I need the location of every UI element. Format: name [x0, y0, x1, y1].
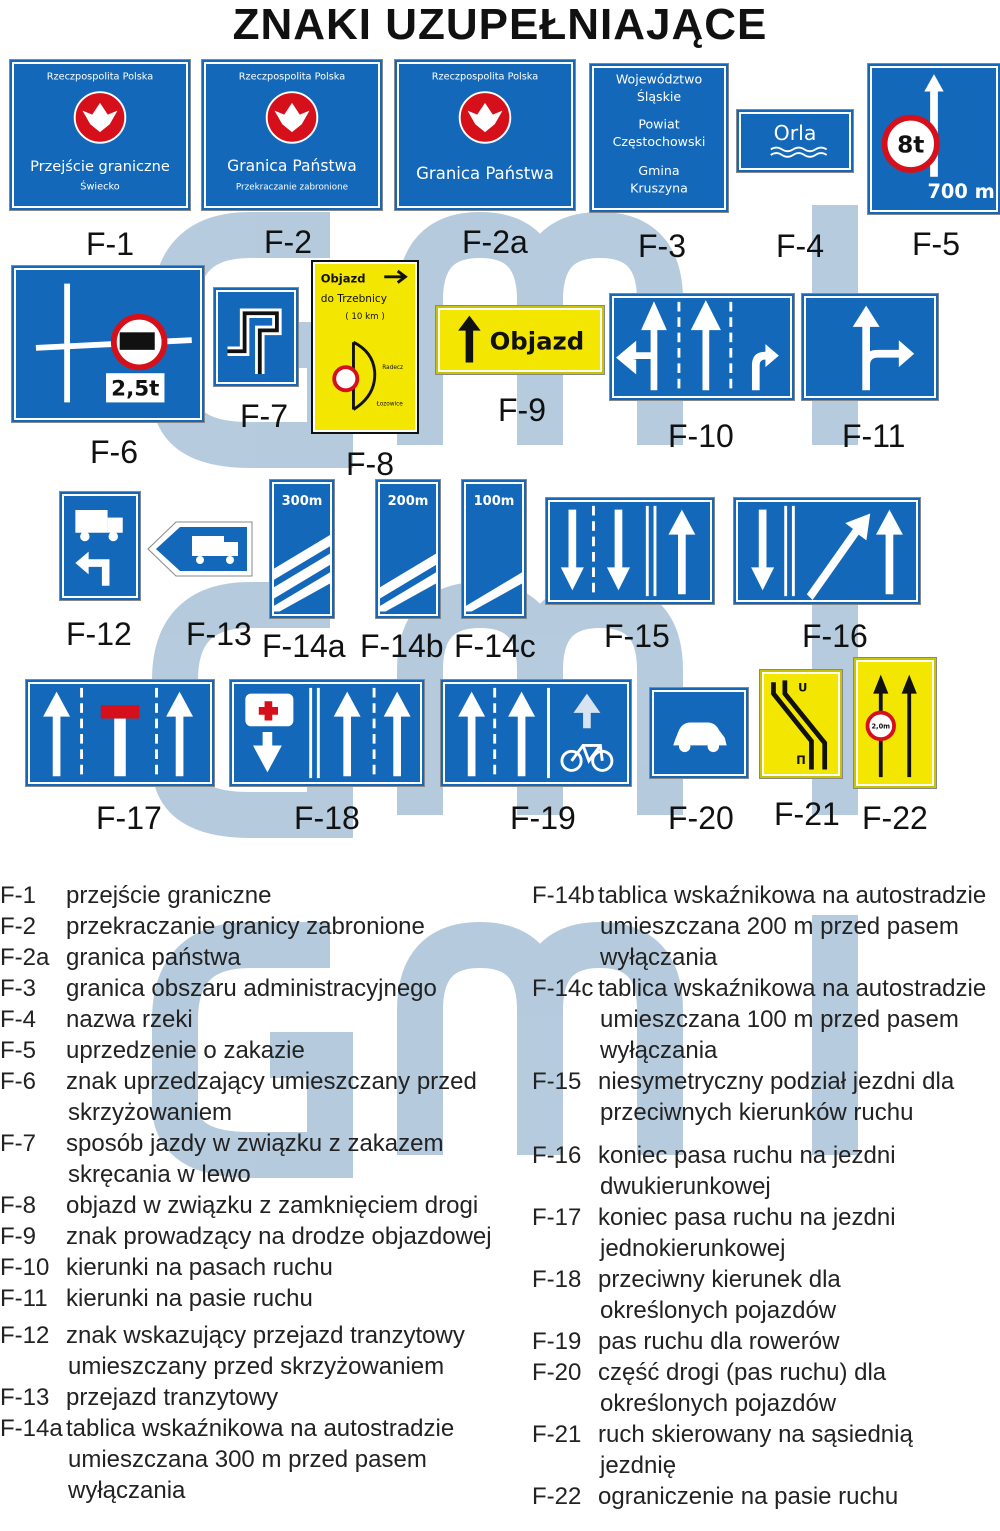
sign-f12 — [62, 494, 138, 598]
desc-item — [0, 1382, 500, 1413]
desc-cont: określonych pojazdów — [600, 1297, 837, 1324]
sign-f3-l2: Śląskie — [636, 89, 682, 105]
label-f2a: F-2a — [462, 224, 528, 260]
sign-f8-town1: Radecz — [382, 365, 404, 372]
label-f2: F-2 — [264, 224, 312, 260]
label-f22: F-22 — [862, 800, 928, 836]
desc-item — [0, 911, 500, 942]
desc-cont: skręcania w lewo — [68, 1161, 251, 1188]
label-f16: F-16 — [802, 618, 868, 654]
desc-text: tablica wskaźnikowa na autostradzie — [66, 1415, 455, 1442]
sign-f1-sub: Świecko — [80, 181, 120, 193]
sign-f4 — [739, 112, 851, 170]
desc-code: F-16 — [532, 1142, 582, 1169]
sign-f1-main: Przejście graniczne — [30, 157, 170, 175]
desc-text: część drogi (pas ruchu) dla — [598, 1359, 887, 1386]
page-title: ZNAKI UZUPEŁNIAJĄCE — [232, 0, 768, 49]
desc-cont: umieszczany przed skrzyżowaniem — [68, 1353, 445, 1380]
desc-code: F-2 — [0, 913, 36, 940]
label-f15: F-15 — [604, 618, 670, 654]
desc-item — [532, 1481, 992, 1512]
sign-f18 — [232, 682, 422, 784]
label-f8: F-8 — [346, 446, 394, 482]
sign-f8-l2: do Trzebnicy — [320, 292, 387, 305]
desc-item — [0, 1035, 500, 1066]
label-f3: F-3 — [638, 228, 686, 264]
sign-f1-top: Rzeczpospolita Polska — [46, 71, 154, 83]
desc-text: ruch skierowany na sąsiednią — [598, 1421, 913, 1448]
sign-f1 — [12, 62, 188, 208]
desc-item — [0, 1413, 500, 1506]
sign-f14c — [464, 482, 524, 616]
desc-cont: umieszczana 200 m przed pasem — [600, 913, 959, 940]
sign-f8-town2: Łozowice — [376, 401, 403, 408]
desc-item — [0, 1004, 500, 1035]
sign-f3-l3: Powiat — [638, 116, 680, 132]
desc-text: sposób jazdy w związku z zakazem — [66, 1130, 444, 1157]
desc-cont: jednokierunkowej — [600, 1235, 786, 1262]
desc-text: koniec pasa ruchu na jezdni — [598, 1204, 896, 1231]
desc-text: uprzedzenie o zakazie — [66, 1037, 305, 1064]
sign-f11 — [804, 296, 936, 398]
desc-code: F-4 — [0, 1006, 36, 1033]
desc-text: granica państwa — [66, 944, 241, 971]
desc-text: tablica wskaźnikowa na autostradzie — [598, 975, 987, 1002]
desc-code: F-14a — [0, 1415, 63, 1442]
sign-f13 — [146, 520, 254, 578]
desc-item — [0, 1128, 500, 1190]
desc-text: znak wskazujący przejazd tranzytowy — [66, 1322, 465, 1349]
sign-f15 — [548, 500, 712, 602]
desc-item — [532, 880, 992, 973]
desc-code: F-13 — [0, 1384, 50, 1411]
desc-text: znak prowadzący na drodze objazdowej — [66, 1223, 492, 1250]
desc-code: F-14c — [532, 975, 594, 1002]
sign-f21 — [762, 672, 840, 776]
desc-item — [0, 1066, 500, 1128]
desc-item — [0, 880, 500, 911]
desc-code: F-7 — [0, 1130, 36, 1157]
sign-f14b-dist: 200m — [387, 494, 429, 510]
sign-f19 — [443, 682, 629, 784]
desc-item — [0, 1320, 500, 1382]
desc-cont: jezdnię — [600, 1452, 677, 1479]
sign-f2-top: Rzeczpospolita Polska — [238, 71, 346, 83]
sign-f8 — [313, 262, 417, 432]
sign-f5-limit: 8t — [897, 131, 925, 159]
label-f7: F-7 — [240, 398, 288, 434]
desc-item — [0, 1221, 500, 1252]
desc-code: F-12 — [0, 1322, 50, 1349]
sign-f5 — [870, 66, 998, 212]
sign-f3-l5: Gmina — [638, 162, 680, 178]
label-f1: F-1 — [86, 226, 134, 262]
sign-f16 — [736, 500, 918, 602]
desc-cont: określonych pojazdów — [600, 1390, 837, 1417]
desc-cont: umieszczana 300 m przed pasem — [68, 1446, 427, 1473]
desc-item — [0, 1283, 500, 1314]
desc-item — [532, 1326, 992, 1357]
desc-item — [0, 973, 500, 1004]
desc-text: niesymetryczny podział jezdni dla — [598, 1068, 955, 1095]
desc-text: tablica wskaźnikowa na autostradzie — [598, 882, 987, 909]
sign-f3-l6: Kruszyna — [630, 180, 688, 196]
desc-text: przejście graniczne — [66, 882, 272, 909]
desc-code: F-2a — [0, 944, 50, 971]
sign-f3 — [592, 66, 726, 210]
label-f11: F-11 — [842, 418, 906, 454]
desc-code: F-18 — [532, 1266, 582, 1293]
label-f12: F-12 — [66, 616, 132, 652]
desc-cont: dwukierunkowej — [600, 1173, 771, 1200]
label-f20: F-20 — [668, 800, 734, 836]
label-f13: F-13 — [186, 616, 252, 652]
desc-text: pas ruchu dla rowerów — [598, 1328, 840, 1355]
desc-text: kierunki na pasie ruchu — [66, 1285, 313, 1312]
desc-cont: skrzyżowaniem — [68, 1099, 233, 1126]
sign-f10 — [612, 296, 792, 398]
sign-f21-b: Π — [796, 752, 806, 767]
label-f18: F-18 — [294, 800, 360, 836]
sign-f20 — [652, 690, 746, 776]
sign-f3-l1: Województwo — [615, 71, 703, 87]
label-f6: F-6 — [90, 434, 138, 470]
desc-text: nazwa rzeki — [66, 1006, 193, 1033]
sign-f14b — [378, 482, 438, 616]
desc-code: F-9 — [0, 1223, 36, 1250]
desc-item — [532, 1419, 992, 1481]
desc-cont: umieszczana 100 m przed pasem — [600, 1006, 959, 1033]
desc-item — [0, 1252, 500, 1283]
sign-f17 — [28, 682, 212, 784]
label-f17: F-17 — [96, 800, 162, 836]
desc-code: F-8 — [0, 1192, 36, 1219]
label-f14c: F-14c — [454, 628, 536, 664]
sign-f14a-dist: 300m — [281, 494, 323, 510]
sign-f8-l3: ( 10 km ) — [345, 312, 385, 323]
desc-item — [532, 1066, 992, 1128]
label-f19: F-19 — [510, 800, 576, 836]
desc-text: ograniczenie na pasie ruchu — [598, 1483, 899, 1510]
sign-f2a-top: Rzeczpospolita Polska — [431, 71, 539, 83]
descriptions-left — [0, 880, 500, 1506]
label-f14b: F-14b — [360, 628, 444, 664]
sign-f9 — [438, 308, 602, 372]
desc-item — [532, 973, 992, 1066]
desc-code: F-22 — [532, 1483, 582, 1510]
desc-text: granica obszaru administracyjnego — [66, 975, 437, 1002]
sign-f22 — [856, 660, 934, 786]
sign-f22-limit: 2,0m — [871, 722, 891, 731]
sign-f7 — [216, 290, 296, 384]
desc-text: koniec pasa ruchu na jezdni — [598, 1142, 896, 1169]
sign-f21-a: U — [798, 680, 808, 695]
label-f10: F-10 — [668, 418, 734, 454]
label-f5: F-5 — [912, 226, 960, 262]
desc-cont: wyłączania — [68, 1477, 186, 1504]
label-f21: F-21 — [774, 796, 840, 832]
desc-item — [532, 1202, 992, 1264]
sign-f2-sub: Przekraczanie zabronione — [235, 182, 349, 193]
desc-code: F-6 — [0, 1068, 36, 1095]
desc-code: F-15 — [532, 1068, 582, 1095]
desc-code: F-1 — [0, 882, 36, 909]
desc-item — [532, 1357, 992, 1419]
desc-text: przekraczanie granicy zabronione — [66, 913, 425, 940]
desc-code: F-17 — [532, 1204, 582, 1231]
sign-f4-name: Orla — [773, 121, 817, 146]
desc-text: przeciwny kierunek dla — [598, 1266, 841, 1293]
desc-text: kierunki na pasach ruchu — [66, 1254, 333, 1281]
desc-item — [532, 1140, 992, 1202]
desc-code: F-5 — [0, 1037, 36, 1064]
desc-cont: wyłączania — [600, 944, 718, 971]
sign-f14c-dist: 100m — [473, 494, 515, 510]
descriptions-right — [532, 880, 992, 1512]
desc-cont: przeciwnych kierunków ruchu — [600, 1099, 914, 1126]
desc-item — [0, 942, 500, 973]
desc-item — [0, 1190, 500, 1221]
sign-f5-dist: 700 m — [927, 180, 995, 204]
sign-f14a — [272, 482, 332, 616]
desc-text: przejazd tranzytowy — [66, 1384, 279, 1411]
sign-f6 — [14, 268, 202, 420]
label-f14a: F-14a — [262, 628, 346, 664]
desc-item — [532, 1264, 992, 1326]
desc-code: F-20 — [532, 1359, 582, 1386]
sign-f2-main: Granica Państwa — [227, 156, 357, 175]
sign-f8-l1: Objazd — [320, 271, 366, 286]
desc-code: F-10 — [0, 1254, 50, 1281]
sign-f2a-main: Granica Państwa — [416, 163, 554, 183]
sign-f3-l4: Częstochowski — [612, 133, 706, 149]
desc-code: F-19 — [532, 1328, 582, 1355]
label-f4: F-4 — [776, 228, 824, 264]
sign-f2a — [397, 62, 573, 208]
desc-text: znak uprzedzający umieszczany przed — [66, 1068, 477, 1095]
label-f9: F-9 — [498, 392, 546, 428]
sign-f9-text: Objazd — [489, 326, 585, 356]
sign-f6-plate: 2,5t — [111, 376, 160, 402]
desc-code: F-11 — [0, 1285, 48, 1312]
desc-code: F-3 — [0, 975, 36, 1002]
desc-text: objazd w związku z zamknięciem drogi — [66, 1192, 479, 1219]
desc-code: F-21 — [532, 1421, 582, 1448]
desc-code: F-14b — [532, 882, 595, 909]
desc-cont: wyłączania — [600, 1037, 718, 1064]
sign-f2 — [204, 62, 380, 208]
